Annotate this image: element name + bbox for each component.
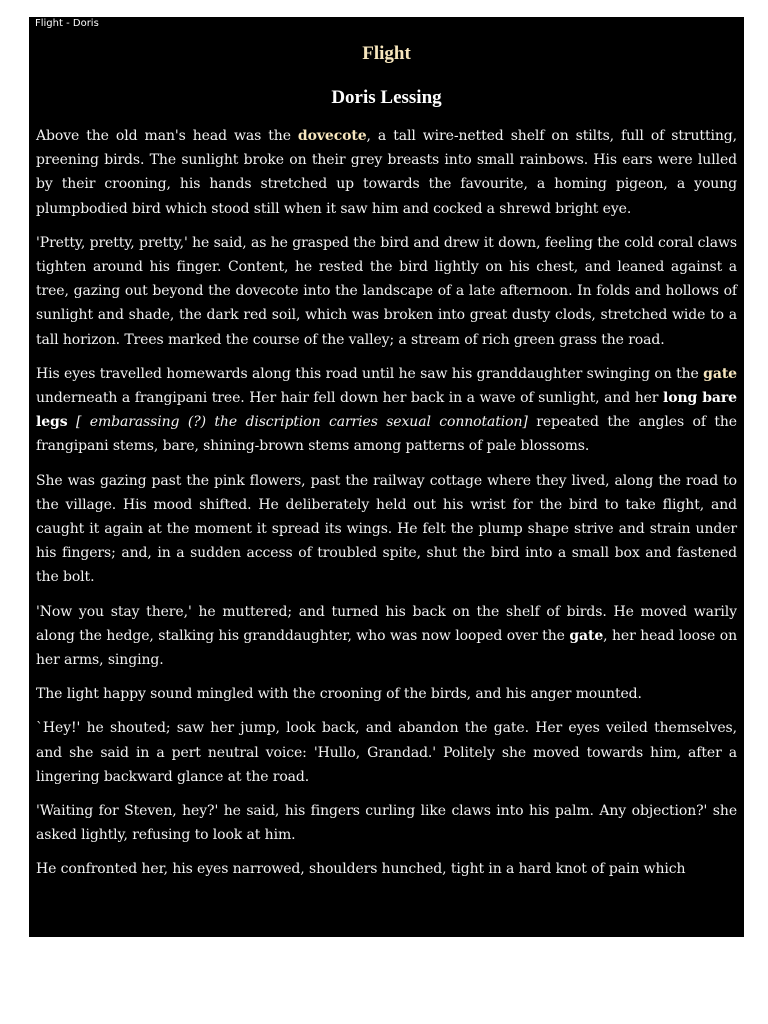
paragraph-6: The light happy sound mingled with the crooning of the birds, and his anger mounted. <box>36 686 642 703</box>
keyword-gate-2: gate <box>569 627 604 644</box>
page-header-title: Flight - Doris <box>35 18 99 29</box>
paragraph-5-text-b: , her head loose on her arms, singing. <box>36 627 737 669</box>
story-title: Flight <box>362 43 411 64</box>
paragraph-8: 'Waiting for Steven, hey?' he said, his fingers curling like claws into his palm. Any objection?' she asked lightly, refusing to look at him. <box>36 803 737 844</box>
story-body <box>36 124 737 892</box>
annotation-note: [ embarassing (?) the discription carries sexual connotation] <box>75 414 528 431</box>
paragraph-4: She was gazing past the pink flowers, past the railway cottage where they lived, along the road to the village. His mood shifted. He deliberately held out his wrist for the bird to take flight, and caught it again at the moment it spread its wings. He felt the plump shape strive and strain under his fingers; and, in a sudden access of troubled spite, shut the bird into a small box and fastened the bolt. <box>36 472 737 586</box>
keyword-gate: gate <box>703 365 737 382</box>
document-page <box>29 17 744 937</box>
paragraph-3-text-a: His eyes travelled homewards along this road until he saw his granddaughter swinging on the <box>36 365 704 382</box>
paragraph-5 <box>36 600 737 673</box>
paragraph-1-text-b: , a tall wire-netted shelf on stilts, full of strutting, preening birds. The sunlight broke on their grey breasts into small rainbows. His ears were lulled by their crooning, his hands stretched up towards the favourite, a homing pigeon, a young plumpbodied bird which stood still when it saw him and cocked a shrewd bright eye. <box>36 128 737 217</box>
paragraph-3 <box>36 362 737 459</box>
paragraph-2: 'Pretty, pretty, pretty,' he said, as he grasped the bird and drew it down, feeling the cold coral claws tighten around his finger. Content, he rested the bird lightly on his chest, and leaned against a tree, gazing out beyond the dovecote into the landscape of a late afternoon. In folds and hollows of sunlight and shade, the dark red soil, which was broken into great dusty clods, stretched wide to a tall horizon. Trees marked the course of the valley; a stream of rich green grass the road. <box>36 234 737 348</box>
paragraph-3-text-c: repeated the angles of the frangipani stems, bare, shining-brown stems among patterns of pale blossoms. <box>36 414 737 455</box>
keyword-long-bare-legs: long bare legs <box>36 390 737 431</box>
keyword-dovecote: dovecote <box>297 128 367 144</box>
paragraph-9: He confronted her, his eyes narrowed, shoulders hunched, tight in a hard knot of pain which <box>36 861 686 878</box>
paragraph-5-text-a: 'Now you stay there,' he muttered; and turned his back on the shelf of birds. He moved warily along the hedge, stalking his granddaughter, who was now looped over the <box>36 603 737 644</box>
paragraph-1-text-a: Above the old man's head was the <box>36 128 298 144</box>
paragraph-3-text-b: underneath a frangipani tree. Her hair fell down her back in a wave of sunlight, and her <box>36 390 663 407</box>
paragraph-1 <box>36 124 737 221</box>
story-author: Doris Lessing <box>331 87 442 108</box>
paragraph-7: `Hey!' he shouted; saw her jump, look back, and abandon the gate. Her eyes veiled themselves, and she said in a pert neutral voice: 'Hullo, Grandad.' Politely she moved towards him, after a lingering backward glance at the road. <box>36 720 737 785</box>
paragraph-3-space <box>68 414 76 430</box>
